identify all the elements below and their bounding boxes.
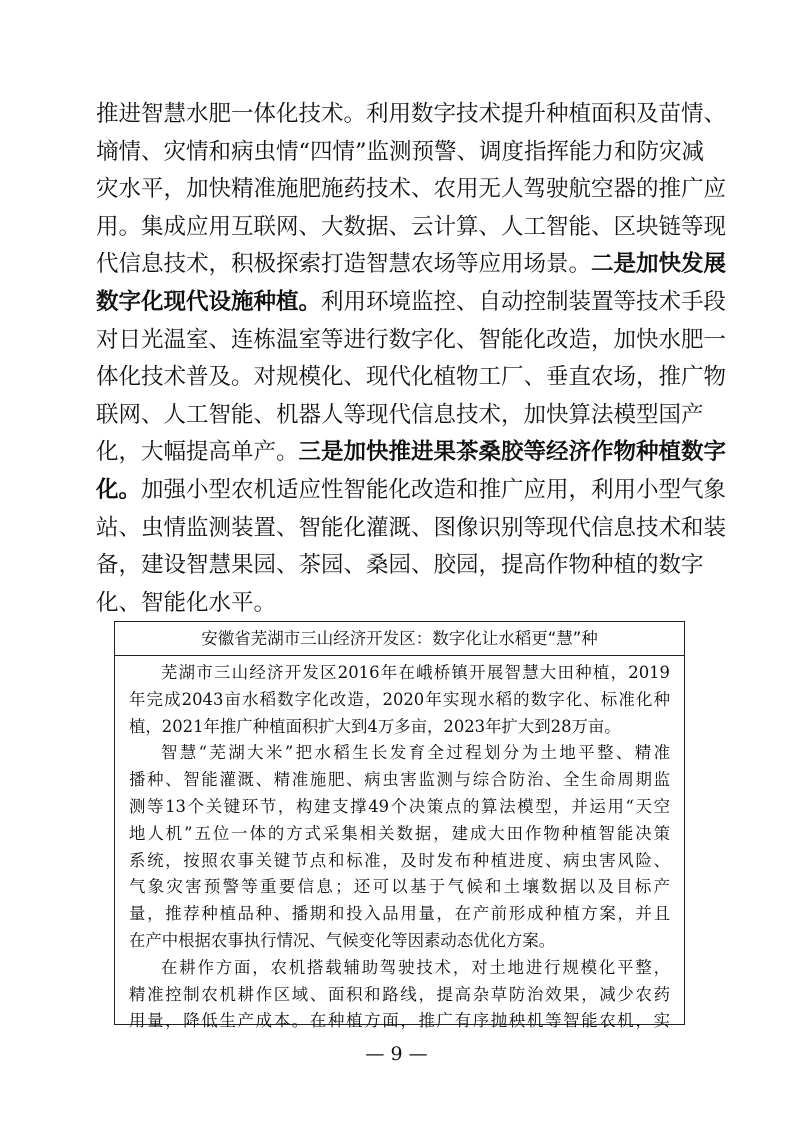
case-study-line: 量，推荐种植品种、播期和投入品用量，在产前形成种植方案，并且 <box>129 904 670 924</box>
case-study-body <box>115 656 684 1035</box>
body-text-line <box>96 547 704 585</box>
body-text-segment: 灾水平，加快精准施肥施药技术、农用无人驾驶航空器的推广应 <box>96 176 727 203</box>
body-text-line <box>96 585 698 623</box>
case-study-line: 用量，降低生产成本。在种植方面，推广有序抛秧机等智能农机，实 <box>129 1011 670 1031</box>
case-study-line: 地人机”五位一体的方式采集相关数据，建成大田作物种植智能决策 <box>129 823 670 843</box>
case-study-line: 测等13个关键环节，构建支撑49个决策点的算法模型，并运用“天空 <box>129 796 670 816</box>
body-text-segment: 联网、人工智能、机器人等现代信息技术，加快算法模型国产 <box>96 401 704 428</box>
case-study-line: 精准控制农机耕作区域、面积和路线，提高杂草防治效果，减少农药 <box>129 984 670 1004</box>
body-text-line <box>96 472 727 510</box>
body-text-line <box>96 359 727 397</box>
body-text-segment: 体化技术普及。对规模化、现代化植物工厂、垂直农场，推广物 <box>96 364 727 391</box>
bold-heading-text: 二是加快发展 <box>591 251 727 278</box>
bold-heading-text: 三是加快推进果茶桑胶等经济作物种植数字 <box>298 439 727 466</box>
bold-heading-text: 化。 <box>96 476 142 503</box>
body-text-segment: 墒情、灾情和病虫情“四情”监测预警、调度指挥能力和防灾减 <box>96 138 705 165</box>
body-text-line <box>96 397 704 435</box>
body-text-segment: 化，大幅提高单产。 <box>96 439 299 466</box>
body-text-line <box>96 96 727 134</box>
page-number: — 9 — <box>365 1043 428 1065</box>
case-study-line: 在产中根据农事执行情况、气候变化等因素动态优化方案。 <box>129 930 556 950</box>
body-text-segment: 对日光温室、连栋温室等进行数字化、智能化改造，加快水肥一 <box>96 326 727 353</box>
body-text-line <box>96 434 727 472</box>
case-study-line: 系统，按照农事关键节点和标准，及时发布种植进度、病虫害风险、 <box>129 850 670 870</box>
body-text-line <box>96 209 727 247</box>
body-text-segment: 利用环境监控、自动控制装置等技术手段 <box>321 288 727 315</box>
case-study-title: 安徽省芜湖市三山经济开发区：数字化让水稻更“慧”种 <box>115 622 684 656</box>
body-text <box>96 96 727 622</box>
body-text-line <box>96 246 727 284</box>
case-study-line: 植，2021年推广种植面积扩大到4万多亩，2023年扩大到28万亩。 <box>129 716 621 736</box>
case-study-line: 气象灾害预警等重要信息；还可以基于气候和土壤数据以及目标产 <box>129 877 670 897</box>
body-text-segment: 代信息技术，积极探索打造智慧农场等应用场景。 <box>96 251 592 278</box>
body-text-segment: 加强小型农机适应性智能化改造和推广应用，利用小型气象 <box>141 476 727 503</box>
body-text-segment: 备，建设智慧果园、茶园、桑园、胶园，提高作物种植的数字 <box>96 552 704 579</box>
body-text-line <box>96 134 705 172</box>
body-text-segment: 化、智能化水平。 <box>96 589 277 616</box>
bold-heading-text: 数字化现代设施种植。 <box>96 288 322 315</box>
case-study-box <box>114 621 685 1031</box>
body-text-line <box>96 322 727 360</box>
body-text-line <box>96 171 727 209</box>
body-text-line <box>96 510 727 548</box>
body-text-line <box>96 284 727 322</box>
case-study-line: 播种、智能灌溉、精准施肥、病虫害监测与综合防治、全生命周期监 <box>129 770 670 790</box>
case-study-line: 芜湖市三山经济开发区2016年在峨桥镇开展智慧大田种植，2019 <box>161 663 670 682</box>
case-study-line: 在耕作方面，农机搭载辅助驾驶技术，对土地进行规模化平整， <box>161 957 670 977</box>
body-text-segment: 推进智慧水肥一体化技术。利用数字技术提升种植面积及苗情、 <box>96 101 727 127</box>
case-study-line: 智慧“芜湖大米”把水稻生长发育全过程划分为土地平整、精准 <box>161 743 670 763</box>
body-text-segment: 站、虫情监测装置、智能化灌溉、图像识别等现代信息技术和装 <box>96 514 727 541</box>
body-text-segment: 用。集成应用互联网、大数据、云计算、人工智能、区块链等现 <box>96 213 727 240</box>
case-study-line: 年完成2043亩水稻数字化改造，2020年实现水稻的数字化、标准化种 <box>129 689 670 709</box>
